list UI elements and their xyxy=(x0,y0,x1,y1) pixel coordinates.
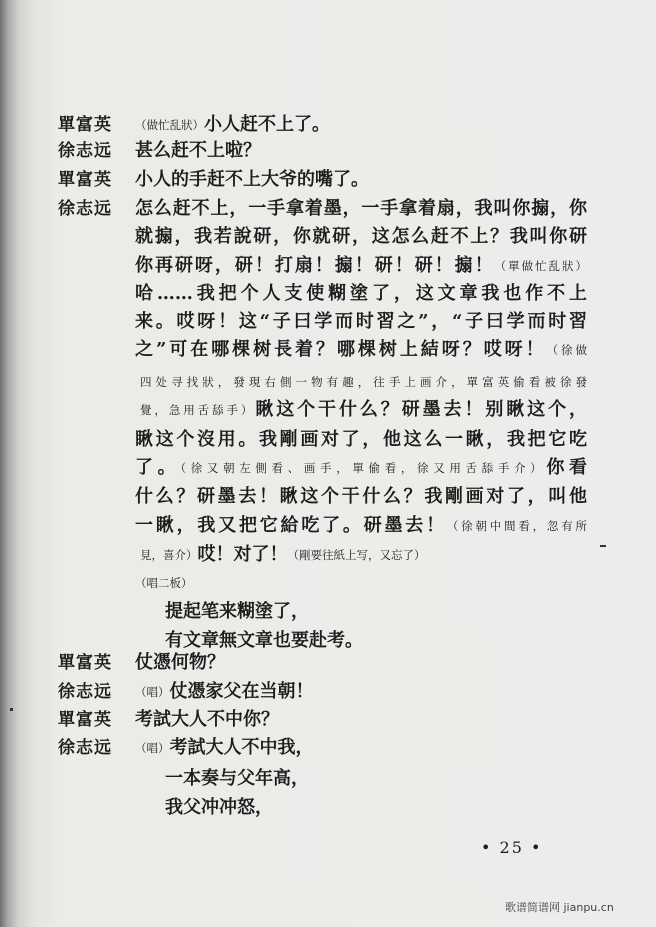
dialogue-text: 甚么赶不上啦？ xyxy=(135,140,261,161)
stage-direction: 四处寻找狀，發現右側一物有趣，往手上画介，單富英偷看被徐發 xyxy=(140,375,587,389)
dialogue-text: 什么？研墨去！瞅这个干什么？我剛画对了，叫他 xyxy=(135,486,587,507)
stage-direction: （唱） xyxy=(135,685,170,699)
stage-direction: （徐朝中間看，忽有所 xyxy=(446,519,587,533)
script-line xyxy=(135,571,193,595)
script-line xyxy=(135,680,314,704)
stage-direction: （徐做 xyxy=(546,343,587,357)
script-line xyxy=(135,225,587,249)
script-line xyxy=(165,796,273,820)
script-line xyxy=(135,139,261,163)
stage-direction: （徐又朝左側看、画手，單偷看，徐又用舌舔手介） xyxy=(180,461,547,475)
script-line xyxy=(135,514,587,538)
dialogue-text: 怎么赶不上，一手拿着墨，一手拿着扇，我叫你搧，你 xyxy=(135,198,587,219)
script-line xyxy=(135,310,587,334)
dialogue-text: 我父冲冲怒， xyxy=(165,797,273,818)
stage-direction: （剛要往紙上写，又忘了） xyxy=(287,548,426,562)
script-line xyxy=(135,197,587,221)
stage-direction: 見，喜介） xyxy=(140,548,198,562)
scan-speck xyxy=(10,708,13,711)
page-number: • 25 • xyxy=(481,838,543,857)
dialogue-text: 瞅这个沒用。我剛画对了，他这么一瞅，我把它吃 xyxy=(135,429,587,450)
script-line xyxy=(135,168,369,192)
dialogue-text: 仗憑何物？ xyxy=(135,652,225,673)
dialogue-text: 就搧，我若說研，你就研，这怎么赶不上？我叫你研 xyxy=(135,226,587,247)
script-line xyxy=(135,456,587,480)
stage-direction: （單做忙乱狀） xyxy=(494,259,587,273)
script-line xyxy=(140,398,587,422)
dialogue-text: 之”可在哪棵树長着？哪棵树上結呀？哎呀！ xyxy=(135,339,547,360)
dialogue-text: 瞅这个干什么？研墨去！别瞅这个， xyxy=(255,399,588,420)
speaker-name: 徐志远 xyxy=(58,141,112,161)
script-line xyxy=(135,708,279,732)
dialogue-text: 有文章無文章也要赴考。 xyxy=(165,630,363,651)
dialogue-text: 一本奏与父年高， xyxy=(165,768,309,789)
dialogue-text: 考試大人不中你？ xyxy=(135,709,279,730)
script-line xyxy=(140,370,587,394)
dialogue-text: 你再研呀，研！打扇！搧！研！研！搧！ xyxy=(135,255,495,276)
script-line xyxy=(135,736,314,760)
stage-direction: （唱） xyxy=(135,741,170,755)
dialogue-text: 哈……我把个人支使糊塗了，这文章我也作不上 xyxy=(135,283,587,304)
script-line xyxy=(135,485,587,509)
speaker-name: 單富英 xyxy=(58,653,112,673)
dialogue-text: 你看 xyxy=(546,457,588,478)
script-line xyxy=(135,338,587,362)
script-line xyxy=(165,629,363,653)
speaker-name: 徐志远 xyxy=(58,738,112,758)
dialogue-text: 仗憑家父在当朝！ xyxy=(169,681,314,702)
speaker-name: 單富英 xyxy=(58,170,112,190)
speaker-name: 單富英 xyxy=(58,115,112,135)
stage-direction: （唱二板） xyxy=(135,576,193,590)
script-line xyxy=(135,651,225,675)
script-line xyxy=(135,282,587,306)
dialogue-text: 了。 xyxy=(135,457,181,478)
dialogue-text: 考試大人不中我， xyxy=(169,737,314,758)
script-line xyxy=(165,767,309,791)
dialogue-text: 一瞅，我又把它給吃了。研墨去！ xyxy=(135,515,447,536)
speaker-name: 單富英 xyxy=(58,710,112,730)
dialogue-text: 来。哎呀！这“子曰学而时習之”，“子曰学而时習 xyxy=(135,311,587,332)
watermark: 歌谱简谱网 jianpu.cn xyxy=(505,901,614,914)
speaker-name: 徐志远 xyxy=(58,199,112,219)
dialogue-text: 提起笔来糊塗了， xyxy=(165,601,309,622)
script-line xyxy=(135,254,587,278)
script-line xyxy=(135,113,330,137)
stage-direction: （做忙乱狀） xyxy=(135,118,204,132)
dialogue-text: 哎！对了！ xyxy=(197,544,288,565)
dialogue-text: 小人赶不上了。 xyxy=(204,114,330,135)
dialogue-text: 小人的手赶不上大爷的嘴了。 xyxy=(135,169,369,190)
script-line xyxy=(140,543,426,567)
scan-speck xyxy=(600,545,606,547)
stage-direction: 覺，急用舌舔手） xyxy=(140,403,256,417)
script-line xyxy=(165,600,309,624)
speaker-name: 徐志远 xyxy=(58,682,112,702)
script-line xyxy=(135,428,587,452)
